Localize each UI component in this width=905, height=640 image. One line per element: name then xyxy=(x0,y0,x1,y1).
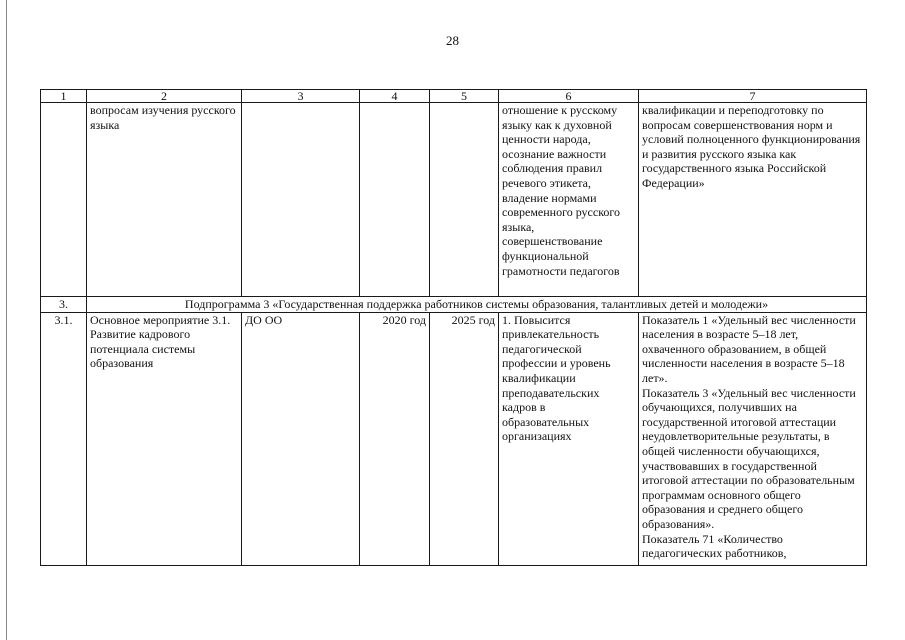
cont-cell-number xyxy=(41,103,87,297)
cont-cell-activity: вопросам изучения русского языка xyxy=(87,103,242,297)
cont-cell-result: отношение к русскому языку как к духовной ценности народа, осознание важности соблюдения правил речевого этикета, владение нормами современного русского языка, совершенствование функциональной грамотности педагогов xyxy=(499,103,639,297)
cont-cell-end xyxy=(430,103,499,297)
indicator-paragraph: Показатель 3 «Удельный вес численности обучающихся, получивших на государственной итоговой аттестации неудовлетворительные результаты, в общей численности обучающихся, участвовавших в государственной итоговой аттестации по образовательным программам основного общего образования и среднего общего образования». xyxy=(642,385,856,531)
column-number-5: 5 xyxy=(430,90,499,103)
activity-name: Основное мероприятие 3.1. Развитие кадрового потенциала системы образования xyxy=(87,312,242,565)
indicator-paragraph: Показатель 71 «Количество педагогических работников, xyxy=(642,531,787,561)
program-table xyxy=(40,89,867,566)
page-number: 28 xyxy=(446,33,459,48)
cont-cell-indicators: квалификации и переподготовку по вопросам совершенствования норм и условий полноценного функционирования и развития русского языка как государственного языка Российской Федерации» xyxy=(639,103,867,297)
activity-indicators xyxy=(639,312,867,565)
indicator-paragraph: Показатель 1 «Удельный вес численности населения в возрасте 5–18 лет, охваченного образованием, в общей численности населения в возрасте 5–18 лет». xyxy=(642,312,856,385)
activity-row xyxy=(41,312,867,565)
activity-end-year: 2025 год xyxy=(430,312,499,565)
column-number-4: 4 xyxy=(360,90,430,103)
column-number-7: 7 xyxy=(639,90,867,103)
subprogram-number: 3. xyxy=(41,297,87,313)
activity-start-year: 2020 год xyxy=(360,312,430,565)
continuation-row xyxy=(41,103,867,297)
cont-cell-executor xyxy=(242,103,360,297)
page-edge-line xyxy=(6,0,7,640)
subprogram-row xyxy=(41,297,867,313)
cont-cell-start xyxy=(360,103,430,297)
column-number-3: 3 xyxy=(242,90,360,103)
activity-executor: ДО ОО xyxy=(242,312,360,565)
activity-expected-result: 1. Повысится привлекательность педагогической профессии и уровень квалификации преподавательских кадров в образовательных организациях xyxy=(499,312,639,565)
column-number-row xyxy=(41,90,867,103)
subprogram-title: Подпрограмма 3 «Государственная поддержка работников системы образования, талантливых детей и молодежи» xyxy=(87,297,867,313)
column-number-1: 1 xyxy=(41,90,87,103)
column-number-2: 2 xyxy=(87,90,242,103)
column-number-6: 6 xyxy=(499,90,639,103)
activity-number: 3.1. xyxy=(41,312,87,565)
